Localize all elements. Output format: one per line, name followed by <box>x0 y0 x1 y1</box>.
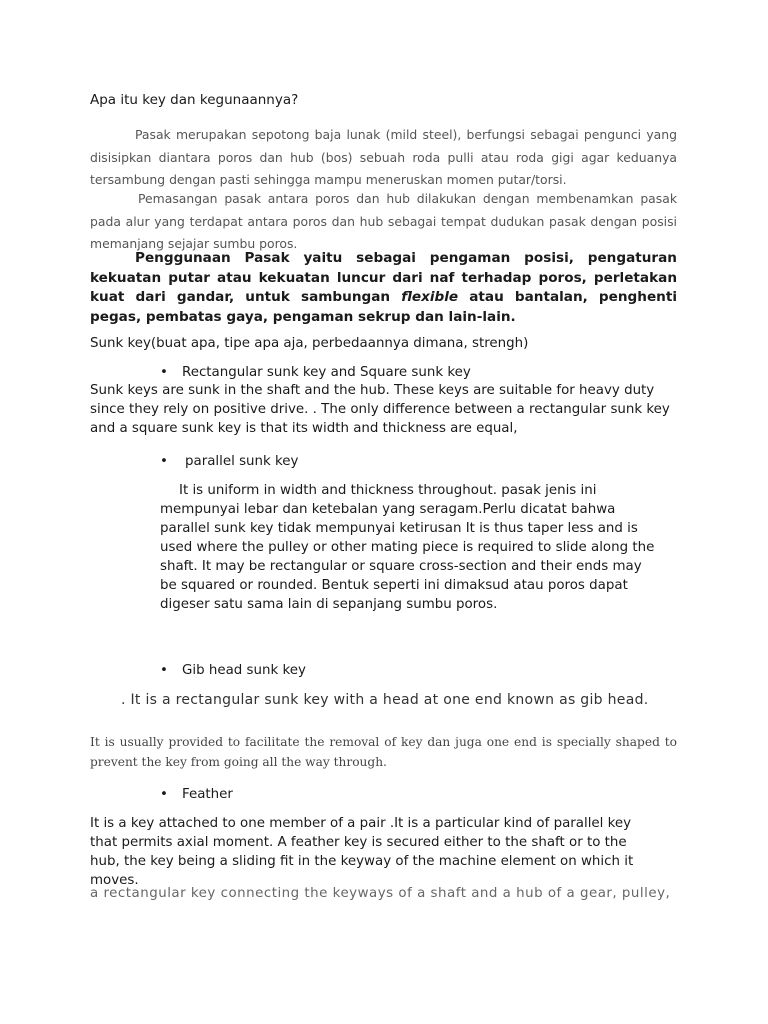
bullet-dot: • <box>160 663 168 678</box>
bullet-label: Feather <box>182 787 233 802</box>
paragraph-pasak-installation-text: Pemasangan pasak antara poros dan hub dilakukan dengan membenamkan pasak pada alur yang terdapat antara poros dan hub sebagai tempat dudukan pasak dengan posisi memanjang sejajar sumbu poros. <box>90 191 677 251</box>
bullet-dot: • <box>160 365 168 380</box>
paragraph-sunk-keys: Sunk keys are sunk in the shaft and the hub. These keys are suitable for heavy duty since they rely on positive drive. . The only difference between a rectangular sunk key and a square sunk key is that its width and thickness are equal, <box>90 383 670 436</box>
bullet-dot: • <box>160 454 168 469</box>
bullet-dot: • <box>160 787 168 802</box>
usage-italic-term: flexible <box>401 289 459 305</box>
paragraph-gib-removal: It is usually provided to facilitate the removal of key dan juga one end is specially shaped to prevent the key from going all the way through. <box>90 735 677 769</box>
usage-rest: atau bantalan, penghenti pegas, pembatas gaya, pengaman sekrup dan lain-lain. <box>90 289 677 325</box>
sunk-key-heading: Sunk key(buat apa, tipe apa aja, perbedaannya dimana, strengh) <box>90 336 529 351</box>
paragraph-pasak-definition-text: Pasak merupakan sepotong baja lunak (mild steel), berfungsi sebagai pengunci yang disisipkan diantara poros dan hub (bos) sebuah roda pulli atau roda gigi agar keduanya tersambung dengan pasti sehingga mampu meneruskan momen putar/torsi. <box>90 127 677 187</box>
paragraph-parallel-key: It is uniform in width and thickness throughout. pasak jenis ini mempunyai lebar dan ketebalan yang seragam.Perlu dicatat bahwa parallel sunk key tidak mempunyai ketirusan It is thus taper less and is used where the pulley or other mating piece is required to slide along the shaft. It may be rectangular or square cross-section and their ends may be squared or rounded. Bentuk seperti ini dimaksud atau poros dapat digeser satu sama lain di sepanjang sumbu poros. <box>160 483 655 612</box>
usage-intro: Penggunaan Pasak yaitu sebagai pengaman posisi, pengaturan kekuatan putar atau kekuatan luncur dari naf terhadap poros, perletakan kuat dari gandar, untuk sambungan <box>90 250 677 305</box>
paragraph-pasak-usage <box>90 249 677 327</box>
paragraph-rectangular-key-cutoff: a rectangular key connecting the keyways of a shaft and a hub of a gear, pulley, <box>90 886 671 901</box>
paragraph-feather-key: It is a key attached to one member of a pair .It is a particular kind of parallel key that permits axial moment. A feather key is secured either to the shaft or to the hub, the key being a sliding fit in the keyway of the machine element on which it moves. <box>90 816 634 888</box>
bullet-label: Rectangular sunk key and Square sunk key <box>182 365 471 380</box>
paragraph-gib-head: . It is a rectangular sunk key with a head at one end known as gib head. <box>121 692 649 708</box>
document-heading: Apa itu key dan kegunaannya? <box>90 92 299 108</box>
paragraph-pasak-definition <box>90 124 677 192</box>
bullet-label: parallel sunk key <box>185 454 299 469</box>
paragraph-pasak-installation <box>90 188 677 256</box>
bullet-label: Gib head sunk key <box>182 663 306 678</box>
